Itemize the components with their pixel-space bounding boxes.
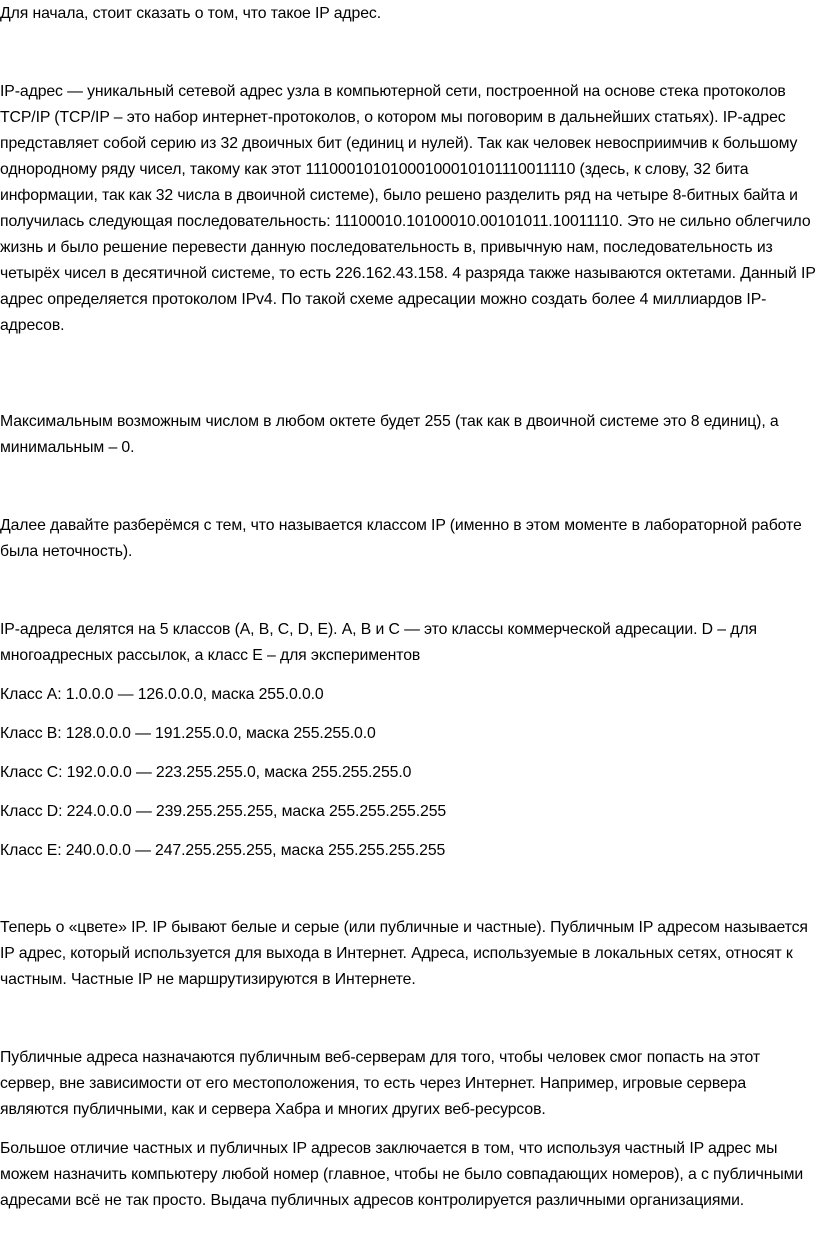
class-b-line: Класс В: 128.0.0.0 — 191.255.0.0, маска 255.255.0.0 xyxy=(0,725,376,742)
octet-range-paragraph: Максимальным возможным числом в любом октете будет 255 (так как в двоичной системе это 8 единиц), а минимальным – 0. xyxy=(0,413,779,456)
difference-paragraph: Большое отличие частных и публичных IP адресов заключается в том, что используя частный IP адрес мы можем назначить компьютеру любой номер (главное, чтобы не было совпадающих номеров), а с публичными адресами всё не так просто. Выдача публичных адресов контролируется различными организациями. xyxy=(0,1140,804,1209)
ip-definition-paragraph: IP-адрес — уникальный сетевой адрес узла в компьютерной сети, построенной на основе стека протоколов TCP/IP (TCP/IP – это набор интернет-протоколов, о котором мы поговорим в дальнейших статьях). IP-адрес представляет собой серию из 32 двоичных бит (единиц и нулей). Так как человек невосприимчив к большому однородному ряду чисел, такому как этот 11100010101000100010101110011110 (здесь, к слову, 32 бита информации, так как 32 числа в двоичной системе), было решено разделить ряд на четыре 8-битных байта и получилась следующая последовательность: 11100010.10100010.00101011.10011110. Это не сильно облегчило жизнь и было решение перевести данную последовательность в, привычную нам, последовательность из четырёх чисел в десятичной системе, то есть 226.162.43.158. 4 разряда также называются октетами. Данный IP адрес определяется протоколом IPv4. По такой схеме адресации можно создать более 4 миллиардов IP-адресов. xyxy=(0,83,816,334)
classes-overview-paragraph: IP-адреса делятся на 5 классов (A, B, C, D, E). A, B и C — это классы коммерческой адресации. D – для многоадресных рассылок, а класс E – для экспериментов xyxy=(0,621,757,664)
class-d-line: Класс D: 224.0.0.0 — 239.255.255.255, маска 255.255.255.255 xyxy=(0,803,447,820)
ip-color-paragraph: Теперь о «цвете» IP. IP бывают белые и серые (или публичные и частные). Публичным IP адресом называется IP адрес, который используется для выхода в Интернет. Адреса, используемые в локальных сетях, относят к частным. Частные IP не маршрутизируются в Интернете. xyxy=(0,919,808,988)
class-e-line: Класс Е: 240.0.0.0 — 247.255.255.255, маска 255.255.255.255 xyxy=(0,842,446,859)
class-c-line: Класс С: 192.0.0.0 — 223.255.255.0, маска 255.255.255.0 xyxy=(0,764,412,781)
intro-paragraph: Для начала, стоит сказать о том, что такое IP адрес. xyxy=(0,5,382,22)
class-intro-paragraph: Далее давайте разберёмся с тем, что называется классом IP (именно в этом моменте в лабораторной работе была неточность). xyxy=(0,517,802,560)
class-a-line: Класс А: 1.0.0.0 — 126.0.0.0, маска 255.0.0.0 xyxy=(0,686,324,703)
public-addresses-paragraph: Публичные адреса назначаются публичным веб-серверам для того, чтобы человек смог попасть на этот сервер, вне зависимости от его местоположения, то есть через Интернет. Например, игровые сервера являются публичными, как и сервера Хабра и многих других веб-ресурсов. xyxy=(0,1049,760,1118)
